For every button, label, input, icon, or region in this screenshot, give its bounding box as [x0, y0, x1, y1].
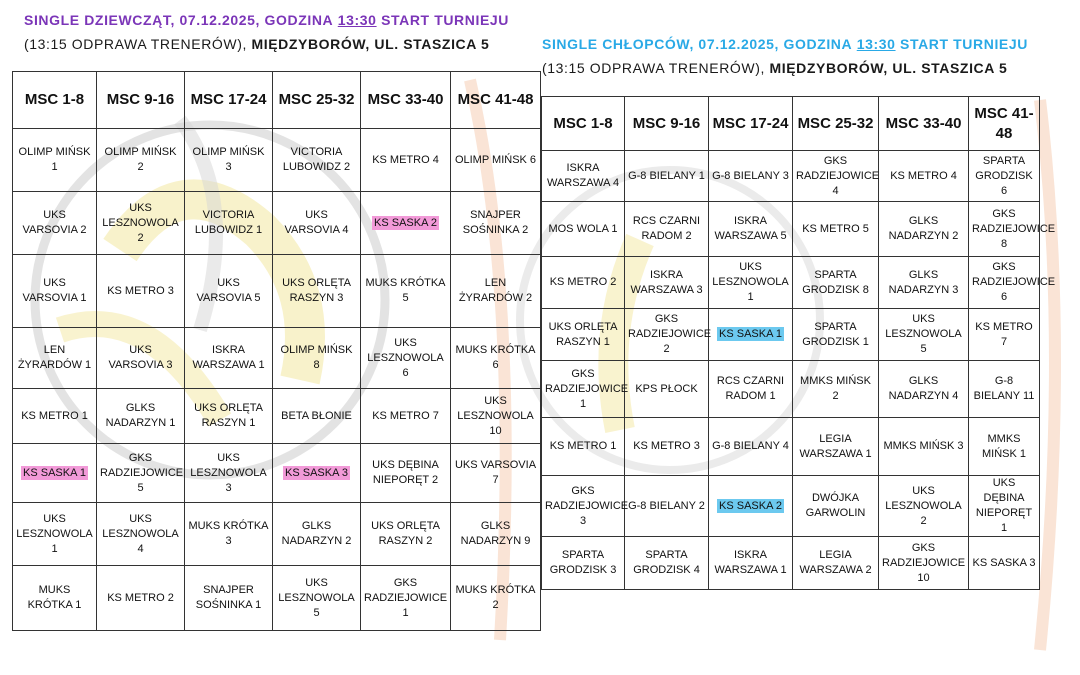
column-header: MSC 17-24	[185, 72, 273, 129]
team-label: GLKS NADARZYN 1	[105, 402, 176, 429]
team-cell	[13, 255, 97, 328]
team-cell	[969, 202, 1056, 257]
girls-schedule-header	[24, 8, 534, 56]
team-label: KS METRO 7	[975, 320, 1033, 348]
team-cell	[542, 476, 629, 537]
team-cell	[185, 444, 273, 503]
team-cell	[709, 151, 793, 202]
team-label: GLKS NADARZYN 9	[460, 520, 531, 547]
team-label: SPARTA GRODZISK 4	[633, 549, 700, 576]
team-label: GLKS NADARZYN 2	[281, 520, 352, 547]
team-cell	[97, 566, 185, 631]
team-cell	[185, 328, 273, 389]
team-label: ISKRA WARSZAWA 4	[546, 162, 620, 189]
team-cell	[625, 257, 709, 309]
team-cell	[542, 361, 629, 418]
team-label: MMKS MIŃSK 3	[883, 440, 964, 452]
team-label: MMKS MIŃSK 1	[981, 432, 1026, 460]
table-row	[13, 328, 541, 389]
boys-header-title: SINGLE CHŁOPCÓW, 07.12.2025, GODZINA	[542, 36, 853, 52]
boys-table-body	[542, 151, 1056, 590]
table-row	[13, 503, 541, 566]
team-cell	[185, 192, 273, 255]
team-label: BETA BŁONIE	[281, 409, 352, 422]
table-row	[13, 444, 541, 503]
team-cell	[879, 476, 969, 537]
team-label: GKS RADZIEJOWICE 10	[882, 541, 966, 584]
team-label: KS METRO 4	[890, 169, 957, 182]
table-row	[542, 309, 1040, 361]
team-label: DWÓJKA GARWOLIN	[805, 492, 866, 519]
highlighted-team-label: KS SASKA 2	[719, 499, 782, 512]
team-label: GKS RADZIEJOWICE 1	[545, 367, 629, 410]
team-cell	[879, 202, 969, 257]
team-label: UKS LESZNOWOLA 5	[885, 313, 962, 355]
team-cell	[361, 328, 451, 389]
boys-schedule-table	[541, 96, 1056, 590]
table-row	[13, 389, 541, 444]
team-label: SNAJPER SOŚNINKA 2	[462, 209, 529, 236]
team-cell	[793, 257, 879, 309]
team-cell	[97, 129, 185, 192]
team-label: KS METRO 2	[107, 591, 174, 604]
girls-header-note: (13:15 ODPRAWA TRENERÓW),	[24, 36, 247, 52]
team-cell	[625, 537, 709, 590]
column-header: MSC 17-24	[709, 97, 793, 151]
team-cell	[879, 418, 969, 476]
table-row	[13, 192, 541, 255]
team-cell	[542, 537, 625, 590]
team-cell	[185, 389, 273, 444]
team-label: ISKRA WARSZAWA 1	[714, 549, 787, 576]
team-cell	[709, 476, 793, 537]
team-label: SNAJPER SOŚNINKA 1	[195, 584, 262, 611]
team-cell	[969, 418, 1040, 476]
team-cell	[969, 537, 1040, 590]
team-cell	[273, 503, 361, 566]
team-cell	[542, 309, 625, 361]
team-cell	[13, 389, 97, 444]
boys-header-row	[542, 97, 1040, 151]
team-cell	[451, 566, 541, 631]
column-header: MSC 25-32	[793, 97, 879, 151]
team-cell	[361, 192, 451, 255]
team-cell	[273, 444, 361, 503]
team-label: GLKS NADARZYN 3	[888, 268, 959, 296]
team-label: KS METRO 1	[21, 409, 88, 422]
team-cell	[451, 192, 541, 255]
table-row	[542, 361, 1040, 418]
team-label: GKS RADZIEJOWICE 2	[628, 313, 712, 355]
team-cell	[879, 361, 969, 418]
column-header: MSC 33-40	[879, 97, 969, 151]
team-cell	[273, 129, 361, 192]
team-cell	[361, 566, 451, 631]
team-cell	[13, 503, 97, 566]
team-cell	[709, 309, 793, 361]
team-cell	[451, 503, 541, 566]
team-cell	[625, 418, 709, 476]
team-cell	[879, 151, 969, 202]
team-label: G-8 BIELANY 3	[712, 169, 789, 182]
team-label: MMKS MIŃSK 2	[800, 375, 871, 402]
team-cell	[709, 257, 793, 309]
team-label: UKS ORLĘTA RASZYN 1	[548, 320, 618, 348]
team-label: UKS LESZNOWOLA 1	[712, 261, 789, 303]
team-label: UKS VARSOVIA 5	[196, 277, 261, 304]
table-row	[542, 537, 1040, 590]
team-cell	[361, 129, 451, 192]
team-cell	[969, 361, 1040, 418]
team-cell	[185, 255, 273, 328]
team-label: LEGIA WARSZAWA 1	[799, 432, 872, 460]
team-label: KS METRO 2	[549, 276, 617, 288]
boys-schedule-header	[542, 32, 1072, 80]
highlighted-team-label: KS SASKA 1	[23, 466, 86, 479]
table-row	[542, 476, 1040, 537]
team-label: GKS RADZIEJOWICE 1	[364, 576, 448, 619]
team-cell	[273, 328, 361, 389]
column-header: MSC 25-32	[273, 72, 361, 129]
table-row	[542, 202, 1040, 257]
team-label: KS METRO 1	[549, 440, 617, 452]
team-cell	[709, 202, 793, 257]
team-cell	[793, 202, 879, 257]
team-label: UKS ORLĘTA RASZYN 3	[282, 277, 351, 304]
team-cell	[969, 257, 1056, 309]
team-label: VICTORIA LUBOWIDZ 2	[282, 146, 351, 173]
team-label: UKS DĘBINA NIEPORĘT 2	[372, 459, 439, 486]
column-header: MSC 9-16	[97, 72, 185, 129]
team-label: KPS PŁOCK	[635, 382, 698, 395]
team-label: MOS WOLA 1	[548, 222, 618, 235]
team-label: GLKS NADARZYN 2	[888, 215, 959, 242]
team-label: SPARTA GRODZISK 3	[549, 549, 617, 576]
girls-header-start: START TURNIEJU	[381, 12, 509, 28]
team-label: MUKS KRÓTKA 3	[188, 520, 269, 547]
table-row	[13, 255, 541, 328]
team-label: UKS VARSOVIA 4	[284, 209, 349, 236]
team-label: GKS RADZIEJOWICE 8	[972, 207, 1056, 250]
team-label: UKS LESZNOWOLA 2	[885, 484, 962, 527]
team-label: LEN ŻYRARDÓW 1	[17, 344, 92, 371]
team-cell	[13, 192, 97, 255]
team-cell	[185, 129, 273, 192]
boys-header-start: START TURNIEJU	[900, 36, 1028, 52]
team-label: MUKS KRÓTKA 6	[455, 344, 536, 371]
team-cell	[451, 255, 541, 328]
girls-table-body	[13, 129, 541, 631]
team-label: LEN ŻYRARDÓW 2	[458, 277, 533, 304]
team-label: SPARTA GRODZISK 6	[975, 154, 1033, 197]
team-label: ISKRA WARSZAWA 3	[630, 268, 703, 296]
team-label: UKS LESZNOWOLA 10	[457, 394, 534, 437]
boys-header-time: 13:30	[856, 36, 896, 52]
column-header: MSC 9-16	[625, 97, 709, 151]
team-cell	[273, 255, 361, 328]
team-cell	[793, 151, 879, 202]
team-label: GKS RADZIEJOWICE 4	[796, 154, 880, 197]
team-label: UKS LESZNOWOLA 1	[16, 512, 93, 555]
team-label: ISKRA WARSZAWA 1	[192, 344, 265, 371]
team-cell	[625, 202, 709, 257]
team-cell	[969, 151, 1040, 202]
table-row	[13, 129, 541, 192]
team-cell	[97, 503, 185, 566]
team-cell	[451, 389, 541, 444]
team-label: UKS LESZNOWOLA 6	[367, 336, 444, 379]
team-cell	[969, 476, 1040, 537]
team-label: G-8 BIELANY 1	[628, 169, 705, 182]
team-cell	[451, 129, 541, 192]
highlighted-team-label: KS SASKA 3	[285, 466, 348, 479]
girls-header-time: 13:30	[337, 12, 377, 28]
team-label: RCS CZARNI RADOM 2	[632, 215, 701, 242]
team-label: GKS RADZIEJOWICE 6	[972, 261, 1056, 303]
team-label: UKS LESZNOWOLA 3	[190, 451, 267, 494]
team-cell	[542, 257, 625, 309]
team-cell	[969, 309, 1040, 361]
team-label: LEGIA WARSZAWA 2	[799, 549, 872, 576]
team-cell	[625, 361, 709, 418]
team-label: G-8 BIELANY 11	[973, 375, 1035, 402]
team-label: MUKS KRÓTKA 5	[365, 277, 446, 304]
girls-header-title: SINGLE DZIEWCZĄT, 07.12.2025, GODZINA	[24, 12, 334, 28]
team-cell	[13, 129, 97, 192]
girls-schedule-table	[12, 71, 541, 631]
team-label: SPARTA GRODZISK 8	[802, 268, 869, 296]
team-cell	[793, 476, 879, 537]
boys-header-place: MIĘDZYBORÓW, UL. STASZICA 5	[769, 60, 1008, 76]
team-label: OLIMP MIŃSK 6	[454, 153, 537, 166]
team-cell	[879, 537, 969, 590]
table-row	[542, 151, 1040, 202]
team-label: OLIMP MIŃSK 1	[18, 146, 91, 173]
team-label: GKS RADZIEJOWICE 3	[545, 484, 629, 527]
team-label: UKS ORLĘTA RASZYN 2	[371, 520, 440, 547]
team-cell	[13, 566, 97, 631]
team-label: GKS RADZIEJOWICE 5	[100, 451, 184, 494]
team-cell	[13, 328, 97, 389]
team-cell	[879, 309, 969, 361]
team-cell	[542, 202, 625, 257]
team-label: G-8 BIELANY 2	[628, 499, 705, 512]
girls-header-row	[13, 72, 541, 129]
team-label: MUKS KRÓTKA 1	[27, 584, 82, 611]
team-label: UKS LESZNOWOLA 2	[102, 201, 179, 244]
team-cell	[361, 444, 451, 503]
team-cell	[625, 476, 709, 537]
team-label: UKS VARSOVIA 1	[22, 277, 87, 304]
column-header: MSC 41-48	[451, 72, 541, 129]
highlighted-team-label: KS SASKA 2	[374, 216, 437, 229]
team-cell	[709, 361, 793, 418]
team-label: KS METRO 4	[372, 153, 439, 166]
team-cell	[97, 444, 185, 503]
team-cell	[361, 389, 451, 444]
team-label: UKS VARSOVIA 3	[108, 344, 173, 371]
team-label: OLIMP MIŃSK 2	[104, 146, 177, 173]
team-label: MUKS KRÓTKA 2	[455, 584, 536, 611]
team-label: ISKRA WARSZAWA 5	[714, 215, 787, 242]
girls-header-place: MIĘDZYBORÓW, UL. STASZICA 5	[251, 36, 490, 52]
team-label: GLKS NADARZYN 4	[888, 375, 959, 402]
team-label: UKS VARSOVIA 2	[22, 209, 87, 236]
table-row	[542, 257, 1040, 309]
team-label: UKS LESZNOWOLA 5	[278, 576, 355, 619]
team-cell	[793, 361, 879, 418]
team-cell	[13, 444, 97, 503]
team-label: SPARTA GRODZISK 1	[802, 320, 869, 348]
team-label: OLIMP MIŃSK 3	[192, 146, 265, 173]
team-cell	[625, 309, 712, 361]
team-cell	[361, 255, 451, 328]
team-label: RCS CZARNI RADOM 1	[716, 375, 785, 402]
team-label: OLIMP MIŃSK 8	[280, 344, 353, 371]
team-cell	[542, 151, 625, 202]
table-row	[542, 418, 1040, 476]
column-header: MSC 1-8	[542, 97, 625, 151]
team-cell	[97, 389, 185, 444]
highlighted-team-label: KS SASKA 1	[719, 328, 782, 340]
team-cell	[451, 444, 541, 503]
team-cell	[709, 418, 793, 476]
team-label: KS METRO 7	[372, 409, 439, 422]
team-cell	[879, 257, 969, 309]
team-cell	[625, 151, 709, 202]
team-cell	[185, 503, 273, 566]
team-label: KS METRO 5	[802, 222, 869, 235]
team-cell	[709, 537, 793, 590]
team-label: UKS VARSOVIA 7	[454, 459, 537, 486]
team-label: KS METRO 3	[107, 284, 174, 297]
team-label: UKS ORLĘTA RASZYN 1	[194, 402, 263, 429]
team-cell	[793, 418, 879, 476]
team-label: UKS DĘBINA NIEPORĘT 1	[975, 477, 1033, 534]
table-row	[13, 566, 541, 631]
team-label: KS SASKA 3	[972, 556, 1036, 569]
team-cell	[97, 328, 185, 389]
column-header: MSC 41-48	[969, 97, 1040, 151]
team-cell	[451, 328, 541, 389]
boys-header-note: (13:15 ODPRAWA TRENERÓW),	[542, 60, 765, 76]
team-label: UKS LESZNOWOLA 4	[102, 512, 179, 555]
team-cell	[793, 309, 879, 361]
column-header: MSC 1-8	[13, 72, 97, 129]
team-cell	[97, 255, 185, 328]
team-cell	[793, 537, 879, 590]
team-cell	[185, 566, 273, 631]
column-header: MSC 33-40	[361, 72, 451, 129]
team-cell	[97, 192, 185, 255]
team-label: VICTORIA LUBOWIDZ 1	[194, 209, 263, 236]
team-label: G-8 BIELANY 4	[712, 440, 789, 452]
team-cell	[361, 503, 451, 566]
team-cell	[273, 192, 361, 255]
team-cell	[542, 418, 625, 476]
team-cell	[273, 389, 361, 444]
team-cell	[273, 566, 361, 631]
team-label: KS METRO 3	[633, 440, 700, 452]
